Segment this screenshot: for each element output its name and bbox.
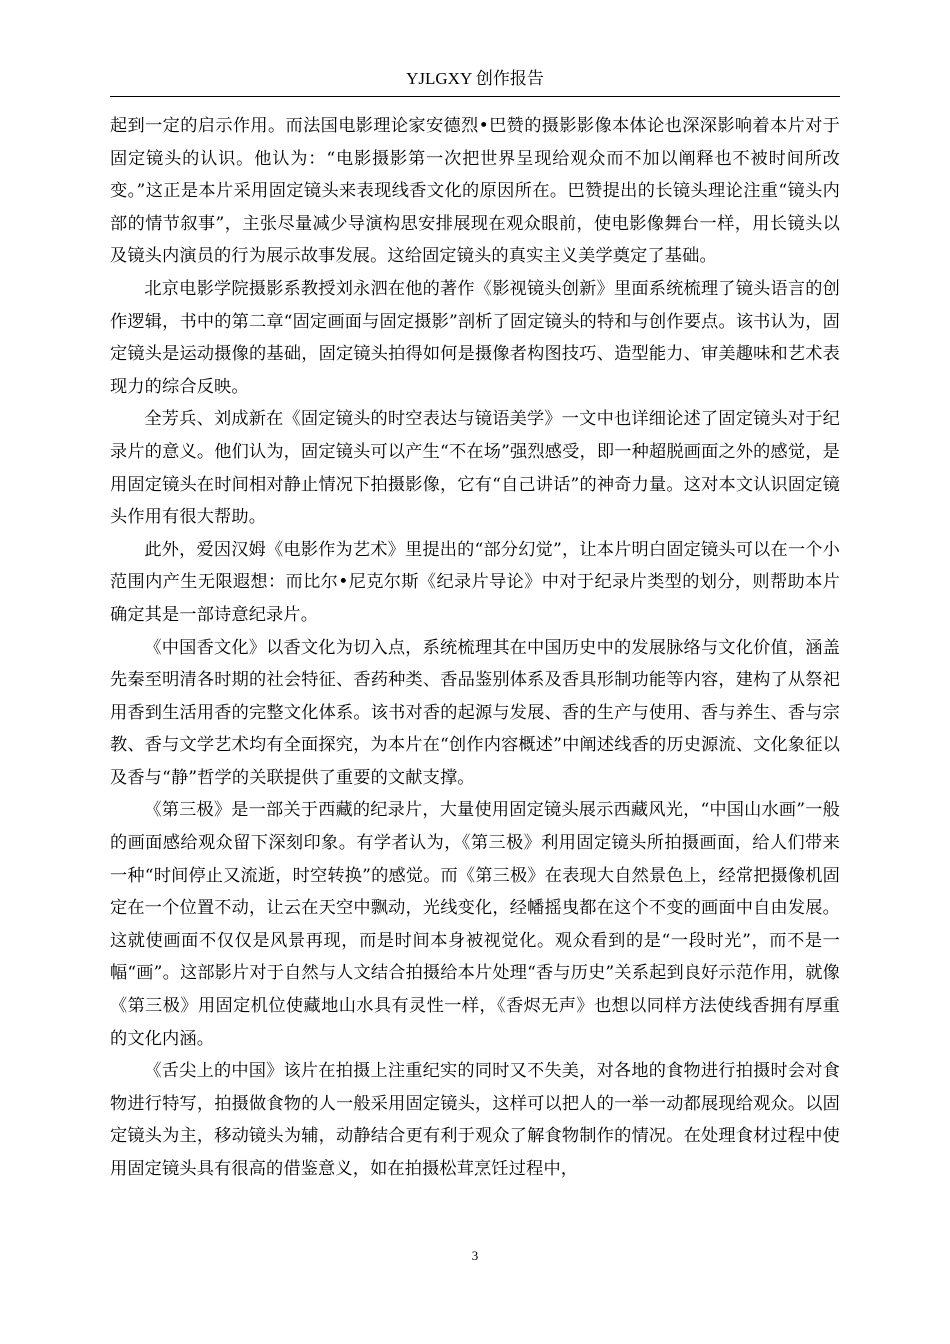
paragraph: 全芳兵、刘成新在《固定镜头的时空表达与镜语美学》一文中也详细论述了固定镜头对于纪录片的意义。他们认为，固定镜头可以产生“不在场”强烈感受，即一种超脱画面之外的感觉，是用固定镜头在时间相对静止情况下拍摄影像，它有“自己讲话”的神奇力量。这对本文认识固定镜头作用有很大帮助。 [110,409,840,528]
page-header: YJLGXY 创作报告 [406,69,544,88]
page-number: 3 [471,1248,479,1263]
paragraph: 《中国香文化》以香文化为切入点，系统梳理其在中国历史中的发展脉络与文化价值，涵盖先秦至明清各时期的社会特征、香药种类、香品鉴别体系及香具形制功能等内容，建构了从祭祀用香到生活用香的完整文化体系。该书对香的起源与发展、香的生产与使用、香与养生、香与宗教、香与文学艺术均有全面探究，为本片在“创作内容概述”中阐述线香的历史源流、文化象征以及香与“静”哲学的关联提供了重要的文献支撑。 [110,637,840,788]
paragraph-continuation: 起到一定的启示作用。而法国电影理论家安德烈•巴赞的摄影影像本体论也深深影响着本片对于固定镜头的认识。他认为：“电影摄影第一次把世界呈现给观众而不加以阐释也不被时间所改变。”这正是本片采用固定镜头来表现线香文化的原因所在。巴赞提出的长镜头理论注重“镜头内部的情节叙事”，主张尽量减少导演构思安排展现在观众眼前，使电影像舞台一样，用长镜头以及镜头内演员的行为展示故事发展。这给固定镜头的真实主义美学奠定了基础。 [110,116,840,267]
paragraph: 《舌尖上的中国》该片在拍摄上注重纪实的同时又不失美，对各地的食物进行拍摄时会对食物进行特写，拍摄做食物的人一般采用固定镜头，这样可以把人的一举一动都展现给观众。以固定镜头为主，移动镜头为辅，动静结合更有利于观众了解食物制作的情况。在处理食材过程中使用固定镜头具有很高的借鉴意义，如在拍摄松茸烹饪过程中， [110,1061,840,1179]
paragraph: 北京电影学院摄影系教授刘永泗在他的著作《影视镜头创新》里面系统梳理了镜头语言的创作逻辑，书中的第二章“固定画面与固定摄影”剖析了固定镜头的特和与创作要点。该书认为，固定镜头是运动摄像的基础，固定镜头拍得如何是摄像者构图技巧、造型能力、审美趣味和艺术表现力的综合反映。 [110,278,840,397]
document-body [110,110,840,1186]
paragraph: 《第三极》是一部关于西藏的纪录片，大量使用固定镜头展示西藏风光，“中国山水画”一般的画面感给观众留下深刻印象。有学者认为，《第三极》利用固定镜头所拍摄画面，给人们带来一种“时间停止又流逝，时空转换”的感觉。而《第三极》在表现大自然景色上，经常把摄像机固定在一个位置不动，让云在天空中飘动，光线变化，经幡摇曳都在这个不变的画面中自由发展。这就使画面不仅仅是风景再现，而是时间本身被视觉化。观众看到的是“一段时光”，而不是一幅“画”。这部影片对于自然与人文结合拍摄给本片处理“香与历史”关系起到良好示范作用，就像《第三极》用固定机位使藏地山水具有灵性一样，《香烬无声》也想以同样方法使线香拥有厚重的文化内涵。 [110,800,840,1049]
paragraph: 此外，爱因汉姆《电影作为艺术》里提出的“部分幻觉”，让本片明白固定镜头可以在一个小范围内产生无限遐想：而比尔•尼克尔斯《纪录片导论》中对于纪录片类型的划分，则帮助本片确定其是一部诗意纪录片。 [110,539,840,625]
header-divider [110,96,840,97]
